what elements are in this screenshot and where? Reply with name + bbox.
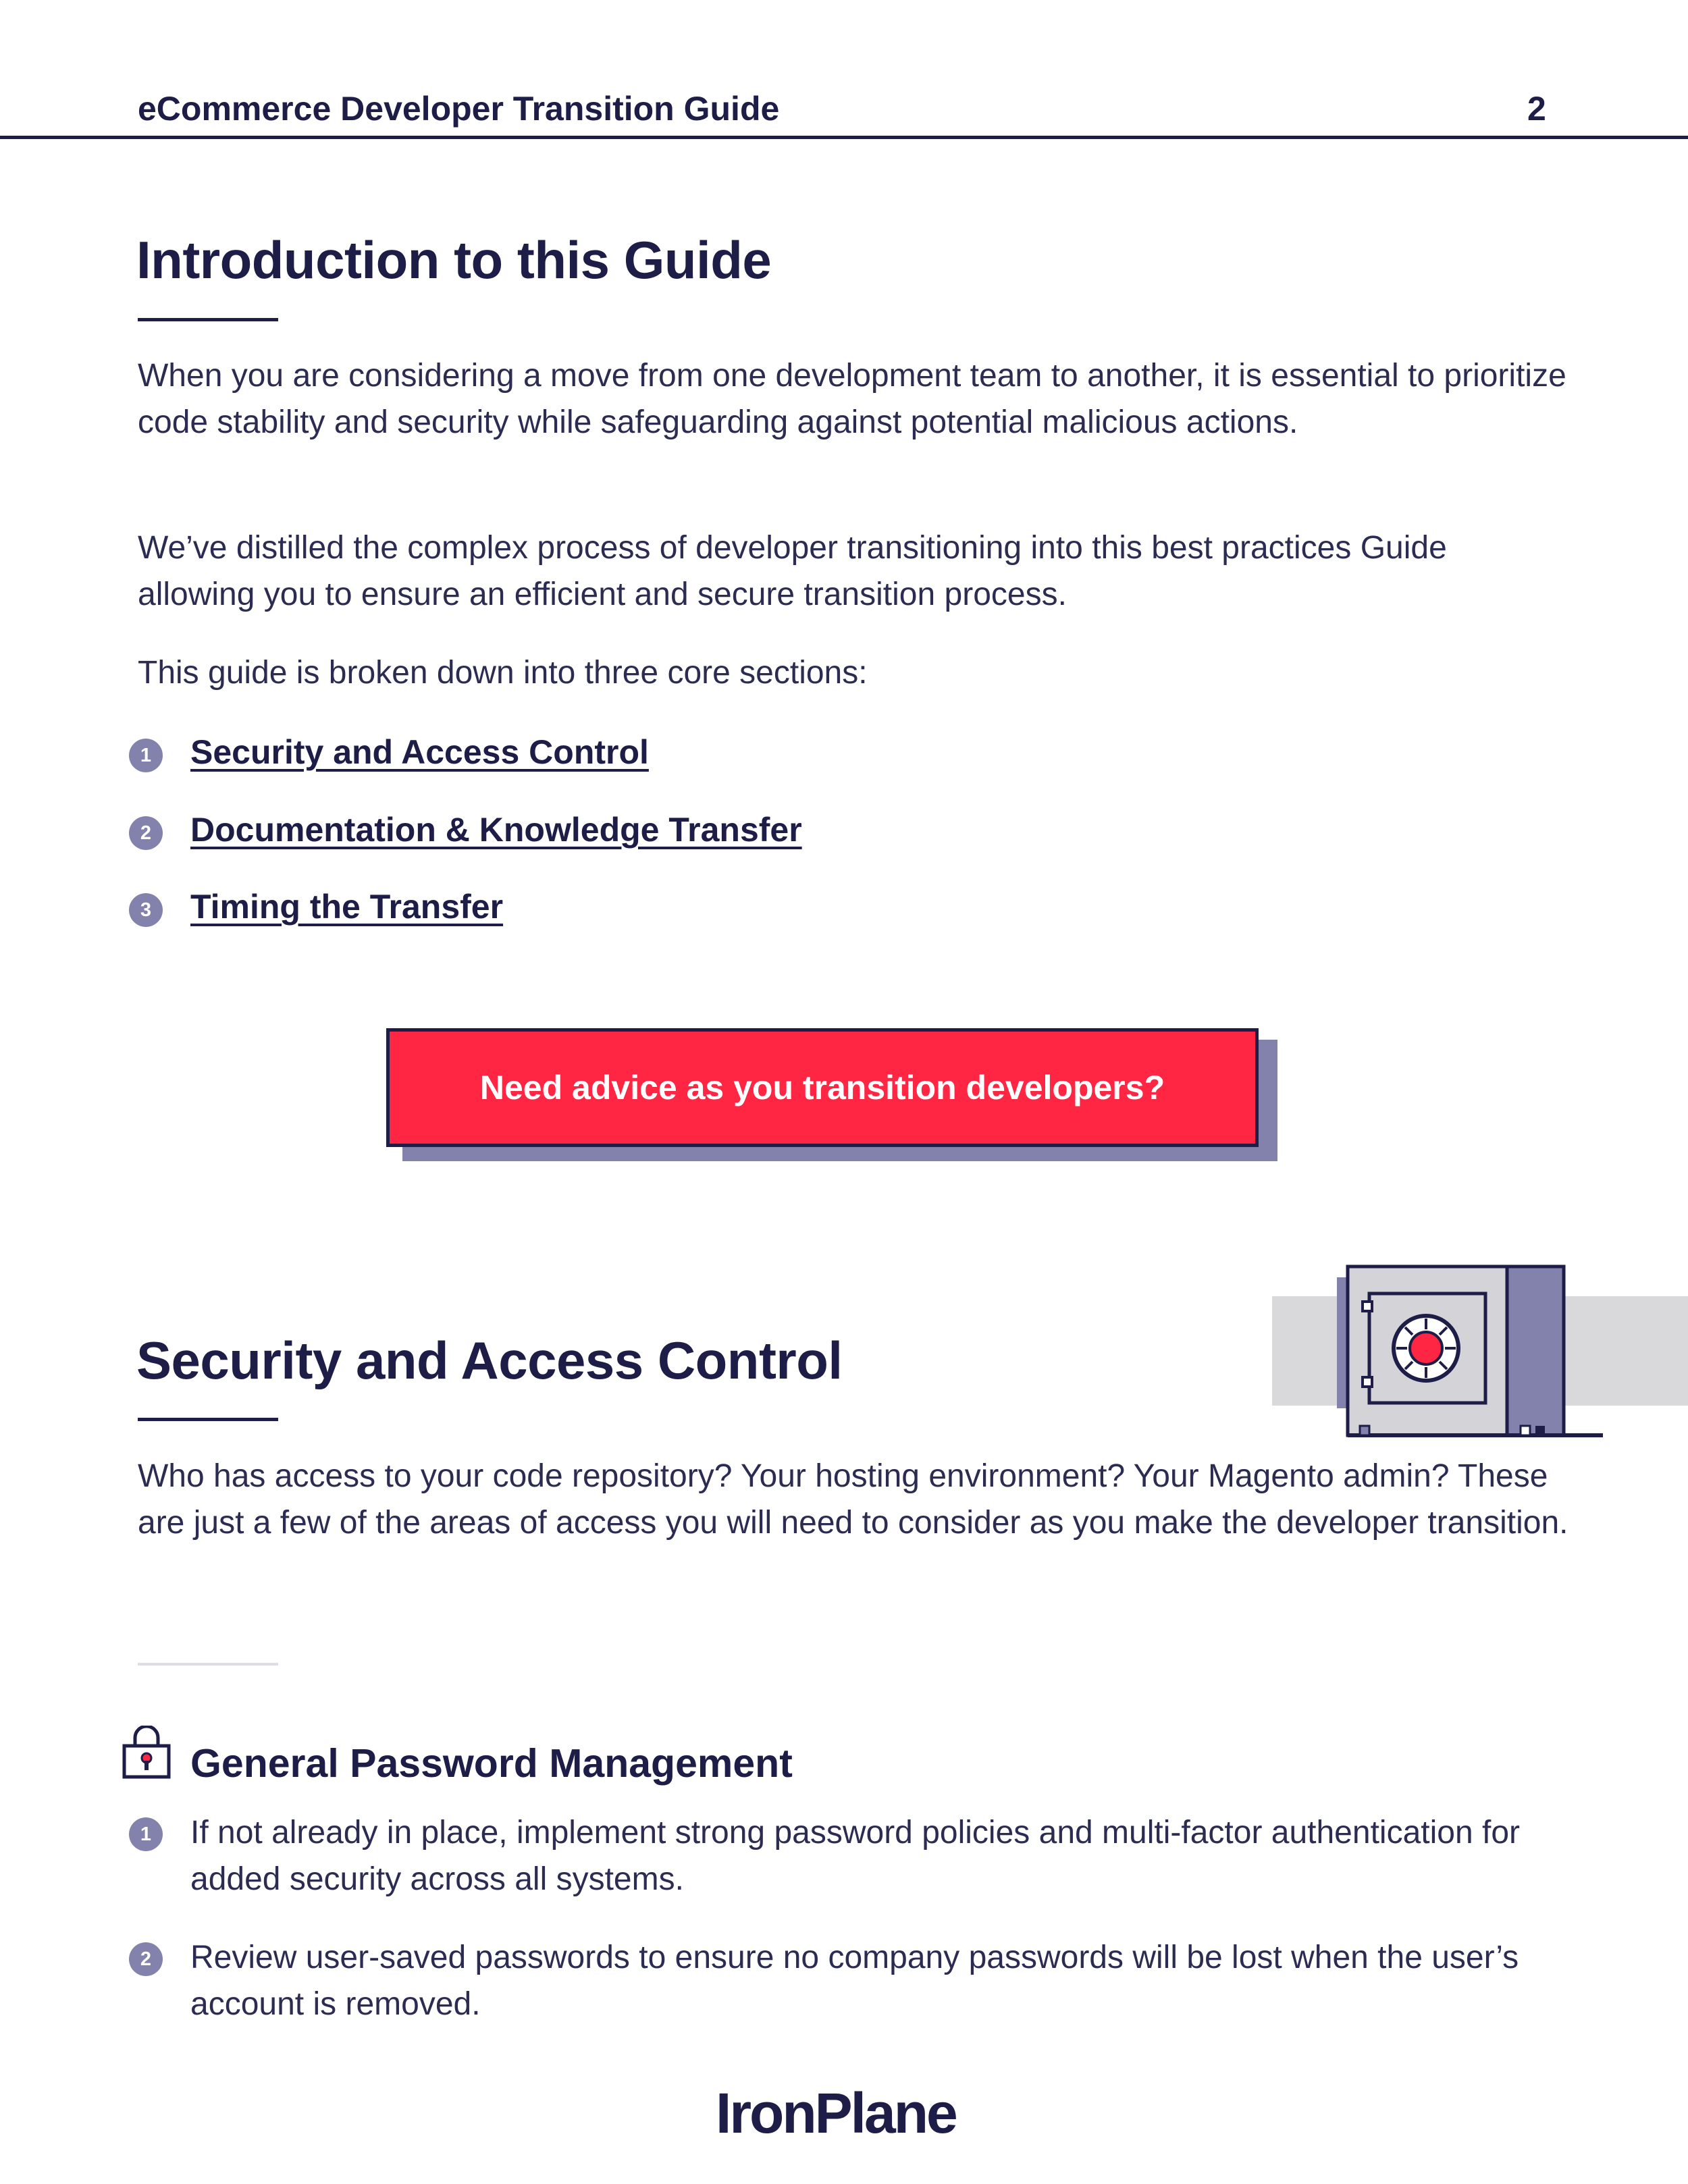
security-heading: Security and Access Control <box>136 1331 843 1390</box>
section-separator <box>138 1663 278 1666</box>
padlock-icon <box>120 1726 173 1780</box>
security-paragraph: Who has access to your code repository? Your hosting environment? Your Magento admin? These are just a few of the areas of access you will need to consider as you make the developer transition. <box>138 1458 1568 1541</box>
security-heading-rule <box>138 1418 278 1421</box>
section-link-security[interactable]: Security and Access Control <box>190 733 649 771</box>
section-number-badge: 2 <box>129 816 163 850</box>
safe-vault-icon <box>1272 1264 1688 1441</box>
page-number: 2 <box>1527 90 1546 128</box>
intro-paragraph-3: This guide is broken down into three core sections: <box>138 655 868 691</box>
list-number-badge: 1 <box>129 1817 163 1851</box>
password-item-2: Review user-saved passwords to ensure no company passwords will be lost when the user’s account is removed. <box>190 1940 1519 2022</box>
cta-advice-button[interactable]: Need advice as you transition developers? <box>386 1028 1259 1147</box>
list-number-badge: 2 <box>129 1942 163 1976</box>
document-title: eCommerce Developer Transition Guide <box>138 90 780 128</box>
intro-heading: Introduction to this Guide <box>136 230 772 290</box>
password-heading: General Password Management <box>190 1741 793 1786</box>
section-link-documentation[interactable]: Documentation & Knowledge Transfer <box>190 811 802 849</box>
intro-heading-rule <box>138 318 278 321</box>
ironplane-logo: IronPlane <box>716 2081 956 2145</box>
password-item-1: If not already in place, implement strong password policies and multi-factor authentication for added security across all systems. <box>190 1815 1521 1897</box>
intro-paragraph-2: We’ve distilled the complex process of developer transitioning into this best practices Guide allowing you to ensure an efficient and secure transition process. <box>138 530 1447 612</box>
section-number-badge: 1 <box>129 739 163 772</box>
section-number-badge: 3 <box>129 893 163 927</box>
intro-paragraph-1: When you are considering a move from one development team to another, it is essential to prioritize code stability and security while safeguarding against potential malicious actions. <box>138 358 1566 440</box>
section-link-timing[interactable]: Timing the Transfer <box>190 888 504 926</box>
header-divider <box>0 136 1688 139</box>
